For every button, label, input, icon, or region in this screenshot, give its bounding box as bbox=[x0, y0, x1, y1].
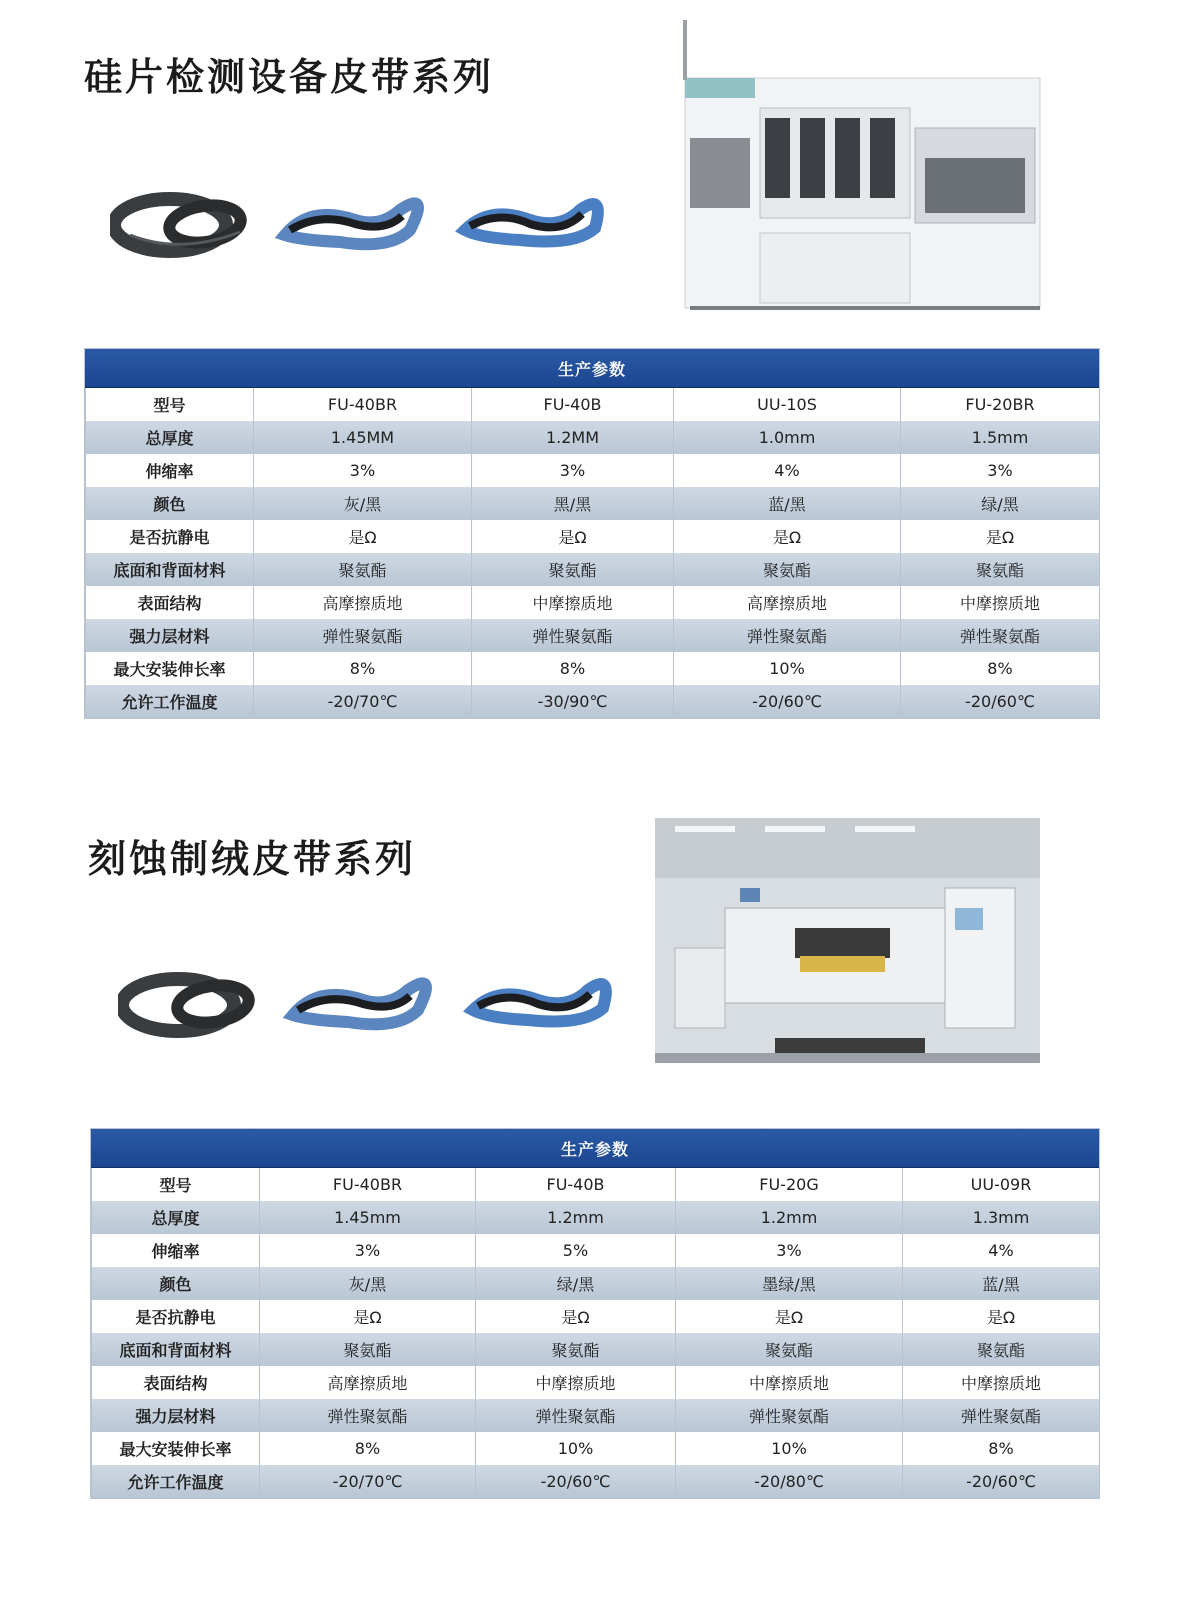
table-row bbox=[86, 553, 1100, 586]
section-title-etching-texturing: 刻蚀制绒皮带系列 bbox=[88, 837, 417, 881]
table-row bbox=[92, 1201, 1100, 1234]
table-cell: 弹性聚氨酯 bbox=[254, 619, 472, 652]
table-row bbox=[86, 685, 1100, 718]
table-cell: 是Ω bbox=[254, 520, 472, 553]
row-label: 最大安装伸长率 bbox=[92, 1432, 260, 1465]
row-label: 底面和背面材料 bbox=[92, 1333, 260, 1366]
table-row bbox=[86, 586, 1100, 619]
table-cell: 8% bbox=[903, 1432, 1100, 1465]
table-cell: 中摩擦质地 bbox=[676, 1366, 903, 1399]
row-label: 型号 bbox=[86, 388, 254, 421]
table-cell: 聚氨酯 bbox=[901, 553, 1100, 586]
table-cell: 聚氨酯 bbox=[676, 1333, 903, 1366]
table-cell: 3% bbox=[676, 1234, 903, 1267]
table-cell: 10% bbox=[476, 1432, 676, 1465]
table-cell: 弹性聚氨酯 bbox=[260, 1399, 476, 1432]
table-cell: 高摩擦质地 bbox=[674, 586, 901, 619]
table-cell: FU-40B bbox=[476, 1168, 676, 1201]
row-label: 是否抗静电 bbox=[92, 1300, 260, 1333]
row-label: 强力层材料 bbox=[92, 1399, 260, 1432]
row-label: 颜色 bbox=[92, 1267, 260, 1300]
table-cell: 3% bbox=[260, 1234, 476, 1267]
belt-grey-black-image bbox=[122, 979, 251, 1031]
table-cell: 8% bbox=[254, 652, 472, 685]
table-cell: 3% bbox=[901, 454, 1100, 487]
table-cell: UU-10S bbox=[674, 388, 901, 421]
table-row bbox=[86, 619, 1100, 652]
table-row bbox=[86, 652, 1100, 685]
spec-grid bbox=[91, 1168, 1100, 1498]
table-cell: 灰/黑 bbox=[254, 487, 472, 520]
belt-blue-black-image-1 bbox=[285, 203, 418, 244]
spec-table-wafer-inspection bbox=[84, 348, 1100, 719]
table-cell: 1.3mm bbox=[903, 1201, 1100, 1234]
table-cell: 中摩擦质地 bbox=[476, 1366, 676, 1399]
table-cell: 是Ω bbox=[674, 520, 901, 553]
table-row bbox=[92, 1234, 1100, 1267]
table-row bbox=[92, 1465, 1100, 1498]
table-cell: 是Ω bbox=[260, 1300, 476, 1333]
table-cell: 10% bbox=[676, 1432, 903, 1465]
table-cell: 聚氨酯 bbox=[260, 1333, 476, 1366]
table-cell: 8% bbox=[901, 652, 1100, 685]
table-cell: 绿/黑 bbox=[901, 487, 1100, 520]
table-cell: 弹性聚氨酯 bbox=[901, 619, 1100, 652]
table-row bbox=[86, 520, 1100, 553]
spec-grid bbox=[85, 388, 1100, 718]
table-row bbox=[92, 1432, 1100, 1465]
table-row bbox=[92, 1300, 1100, 1333]
spec-table-header: 生产参数 bbox=[85, 349, 1099, 388]
table-cell: 1.0mm bbox=[674, 421, 901, 454]
spec-table-etching-texturing bbox=[90, 1128, 1100, 1499]
table-cell: 蓝/黑 bbox=[903, 1267, 1100, 1300]
table-cell: 4% bbox=[674, 454, 901, 487]
row-label: 总厚度 bbox=[86, 421, 254, 454]
table-cell: 弹性聚氨酯 bbox=[472, 619, 674, 652]
etching-texturing-factory-photo bbox=[655, 818, 1040, 1063]
belt-blue-black-image-1 bbox=[293, 983, 426, 1024]
table-cell: 1.45MM bbox=[254, 421, 472, 454]
table-cell: -20/80℃ bbox=[676, 1465, 903, 1498]
row-label: 允许工作温度 bbox=[92, 1465, 260, 1498]
row-label: 表面结构 bbox=[92, 1366, 260, 1399]
table-cell: 高摩擦质地 bbox=[260, 1366, 476, 1399]
table-cell: 4% bbox=[903, 1234, 1100, 1267]
belt-blue-black-image-2 bbox=[473, 984, 606, 1022]
table-cell: 1.45mm bbox=[260, 1201, 476, 1234]
belt-blue-black-image-2 bbox=[465, 204, 598, 242]
table-cell: FU-20BR bbox=[901, 388, 1100, 421]
belt-samples-graphic bbox=[118, 960, 618, 1050]
table-cell: -20/60℃ bbox=[901, 685, 1100, 718]
table-row bbox=[86, 487, 1100, 520]
table-row bbox=[92, 1366, 1100, 1399]
table-cell: 是Ω bbox=[472, 520, 674, 553]
table-cell: 5% bbox=[476, 1234, 676, 1267]
table-cell: 3% bbox=[254, 454, 472, 487]
table-cell: -20/60℃ bbox=[674, 685, 901, 718]
table-cell: 是Ω bbox=[901, 520, 1100, 553]
table-row bbox=[92, 1399, 1100, 1432]
row-label: 最大安装伸长率 bbox=[86, 652, 254, 685]
table-cell: 聚氨酯 bbox=[476, 1333, 676, 1366]
table-cell: 8% bbox=[472, 652, 674, 685]
belt-samples-graphic bbox=[110, 180, 610, 270]
table-cell: 聚氨酯 bbox=[903, 1333, 1100, 1366]
table-cell: FU-40BR bbox=[260, 1168, 476, 1201]
table-cell: 1.5mm bbox=[901, 421, 1100, 454]
row-label: 强力层材料 bbox=[86, 619, 254, 652]
belt-samples-row-2 bbox=[118, 960, 618, 1050]
table-cell: 是Ω bbox=[476, 1300, 676, 1333]
row-label: 是否抗静电 bbox=[86, 520, 254, 553]
table-row bbox=[86, 421, 1100, 454]
table-row bbox=[86, 388, 1100, 421]
section-title-wafer-inspection: 硅片检测设备皮带系列 bbox=[84, 55, 495, 99]
row-label: 型号 bbox=[92, 1168, 260, 1201]
row-label: 表面结构 bbox=[86, 586, 254, 619]
table-cell: 8% bbox=[260, 1432, 476, 1465]
row-label: 底面和背面材料 bbox=[86, 553, 254, 586]
table-cell: 弹性聚氨酯 bbox=[674, 619, 901, 652]
table-cell: -30/90℃ bbox=[472, 685, 674, 718]
table-cell: 弹性聚氨酯 bbox=[903, 1399, 1100, 1432]
table-row bbox=[92, 1168, 1100, 1201]
table-cell: 聚氨酯 bbox=[254, 553, 472, 586]
table-cell: FU-40B bbox=[472, 388, 674, 421]
belt-grey-black-image bbox=[114, 199, 243, 251]
table-cell: 中摩擦质地 bbox=[472, 586, 674, 619]
table-cell: -20/70℃ bbox=[260, 1465, 476, 1498]
table-cell: -20/60℃ bbox=[903, 1465, 1100, 1498]
table-cell: 聚氨酯 bbox=[674, 553, 901, 586]
table-cell: 3% bbox=[472, 454, 674, 487]
table-cell: 墨绿/黑 bbox=[676, 1267, 903, 1300]
table-cell: 1.2MM bbox=[472, 421, 674, 454]
table-cell: FU-20G bbox=[676, 1168, 903, 1201]
table-cell: 黑/黑 bbox=[472, 487, 674, 520]
table-cell: UU-09R bbox=[903, 1168, 1100, 1201]
wafer-inspection-machine-photo bbox=[675, 18, 1047, 320]
table-cell: 是Ω bbox=[676, 1300, 903, 1333]
table-cell: 中摩擦质地 bbox=[903, 1366, 1100, 1399]
belt-samples-row-1 bbox=[110, 180, 610, 270]
table-row bbox=[86, 454, 1100, 487]
table-cell: 10% bbox=[674, 652, 901, 685]
row-label: 伸缩率 bbox=[92, 1234, 260, 1267]
table-cell: 蓝/黑 bbox=[674, 487, 901, 520]
table-cell: 1.2mm bbox=[676, 1201, 903, 1234]
table-cell: -20/60℃ bbox=[476, 1465, 676, 1498]
table-cell: 弹性聚氨酯 bbox=[676, 1399, 903, 1432]
table-cell: 弹性聚氨酯 bbox=[476, 1399, 676, 1432]
table-cell: 灰/黑 bbox=[260, 1267, 476, 1300]
row-label: 伸缩率 bbox=[86, 454, 254, 487]
table-cell: -20/70℃ bbox=[254, 685, 472, 718]
table-cell: 是Ω bbox=[903, 1300, 1100, 1333]
table-cell: FU-40BR bbox=[254, 388, 472, 421]
table-cell: 绿/黑 bbox=[476, 1267, 676, 1300]
spec-table-header: 生产参数 bbox=[91, 1129, 1099, 1168]
table-cell: 高摩擦质地 bbox=[254, 586, 472, 619]
row-label: 总厚度 bbox=[92, 1201, 260, 1234]
table-row bbox=[92, 1267, 1100, 1300]
table-row bbox=[92, 1333, 1100, 1366]
table-cell: 中摩擦质地 bbox=[901, 586, 1100, 619]
row-label: 允许工作温度 bbox=[86, 685, 254, 718]
table-cell: 1.2mm bbox=[476, 1201, 676, 1234]
table-cell: 聚氨酯 bbox=[472, 553, 674, 586]
row-label: 颜色 bbox=[86, 487, 254, 520]
